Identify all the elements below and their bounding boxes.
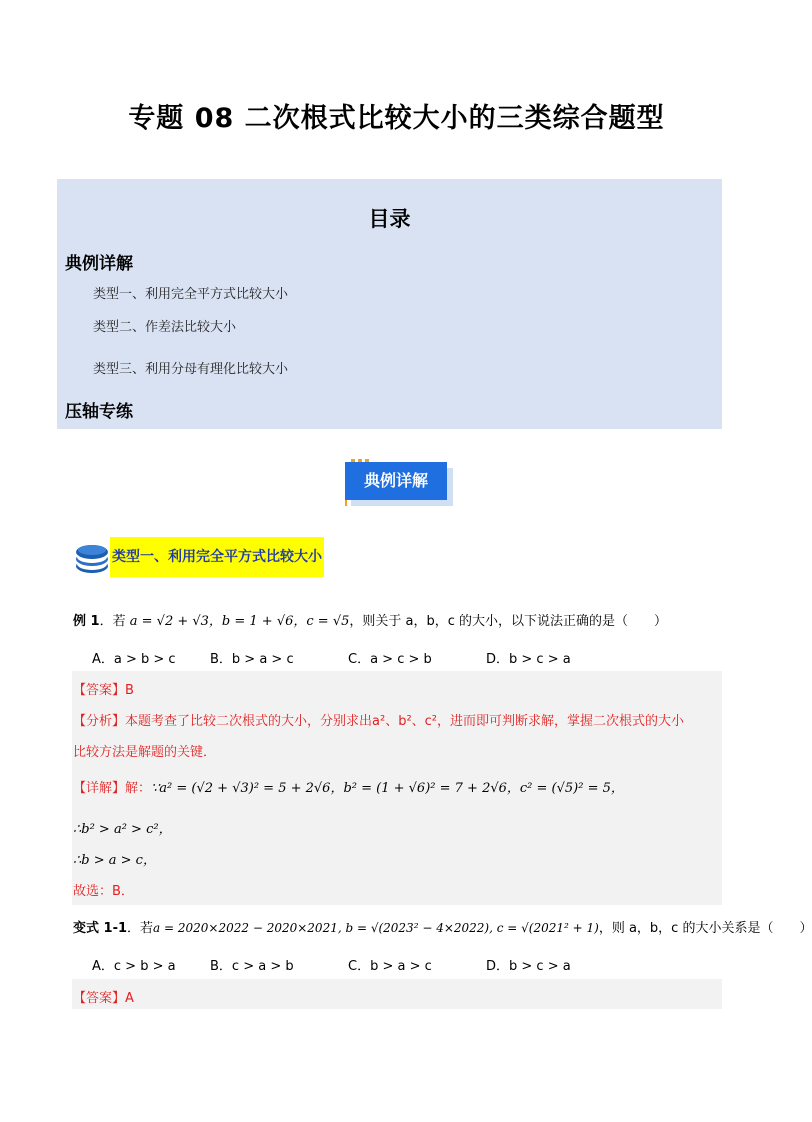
detail-line3: ∴b > a > c， bbox=[73, 853, 156, 868]
example1-stem: 例 1．若 a = √2 + √3，b = 1 + √6，c = √5，则关于 a，b，c 的大小，以下说法正确的是（ ） bbox=[73, 614, 668, 629]
analysis-text: 本题考查了比较二次根式的大小，分别求出a²、b²、c²，进而即可判断求解，掌握二次根式的大小 bbox=[125, 714, 685, 729]
variant1-expression: a = 2020×2022 − 2020×2021, b = √(2023² − 4×2022), c = √(2021² + 1) bbox=[153, 921, 599, 935]
toc-section-examples[interactable]: 典例详解 bbox=[65, 254, 133, 274]
section-banner bbox=[345, 462, 453, 506]
toc-item-type3[interactable]: 类型三、利用分母有理化比较大小 bbox=[93, 362, 289, 377]
detail-line2: ∴b² > a² > c²， bbox=[73, 822, 172, 837]
banner-label: 典例详解 bbox=[345, 462, 447, 500]
toc-title: 目录 bbox=[368, 207, 411, 231]
toc-item-type2[interactable]: 类型二、作差法比较大小 bbox=[93, 320, 237, 335]
example1-suffix: ，则关于 a，b，c 的大小，以下说法正确的是（ ） bbox=[349, 614, 668, 629]
variant1-option-b: B．c > a > b bbox=[210, 959, 294, 974]
toc-item-type1[interactable]: 类型一、利用完全平方式比较大小 bbox=[93, 287, 289, 302]
detail-prefix: 解： bbox=[125, 781, 152, 796]
example1-option-a: A．a > b > c bbox=[92, 652, 176, 667]
example1-answer: 【答案】B bbox=[73, 683, 134, 698]
table-of-contents bbox=[57, 179, 722, 429]
example1-analysis-cont: 比较方法是解题的关键． bbox=[73, 745, 217, 760]
variant1-option-a: A．c > b > a bbox=[92, 959, 176, 974]
detail-tag: 【详解】 bbox=[73, 781, 126, 796]
variant1-label: 变式 1-1 bbox=[73, 921, 128, 936]
variant1-suffix: ，则 a，b，c 的大小关系是（ ） bbox=[598, 921, 812, 936]
books-icon bbox=[74, 540, 110, 576]
variant1-option-d: D．b > c > a bbox=[486, 959, 571, 974]
detail-line4: 故选：B． bbox=[73, 884, 134, 899]
page-title: 专题 08 二次根式比较大小的三类综合题型 bbox=[128, 103, 665, 134]
example1-expression: a = √2 + √3，b = 1 + √6，c = √5 bbox=[129, 614, 350, 629]
variant1-answer: 【答案】A bbox=[73, 991, 134, 1006]
example1-analysis bbox=[73, 710, 723, 729]
example1-option-b: B．b > a > c bbox=[210, 652, 294, 667]
toc-section-practice[interactable]: 压轴专练 bbox=[65, 402, 133, 422]
type1-heading: 类型一、利用完全平方式比较大小 bbox=[110, 537, 324, 577]
example1-detail bbox=[73, 777, 624, 796]
variant1-prefix: 若 bbox=[140, 921, 154, 936]
example1-prefix: 若 bbox=[112, 614, 126, 629]
detail-line1: ∵a² = (√2 + √3)² = 5 + 2√6，b² = (1 + √6)² = 7 + 2√6，c² = (√5)² = 5， bbox=[151, 781, 624, 796]
analysis-tag: 【分析】 bbox=[73, 714, 126, 729]
example1-option-d: D．b > c > a bbox=[486, 652, 571, 667]
variant1-option-c: C．b > a > c bbox=[348, 959, 432, 974]
variant1-stem: 变式 1-1．若a = 2020×2022 − 2020×2021, b = √(2023² − 4×2022), c = √(2021² + 1)，则 a，b，c 的大小关系是（ ） bbox=[73, 921, 812, 936]
example1-option-c: C．a > c > b bbox=[348, 652, 432, 667]
variant1-solution-box bbox=[72, 979, 722, 1009]
example1-label: 例 1 bbox=[73, 614, 100, 629]
